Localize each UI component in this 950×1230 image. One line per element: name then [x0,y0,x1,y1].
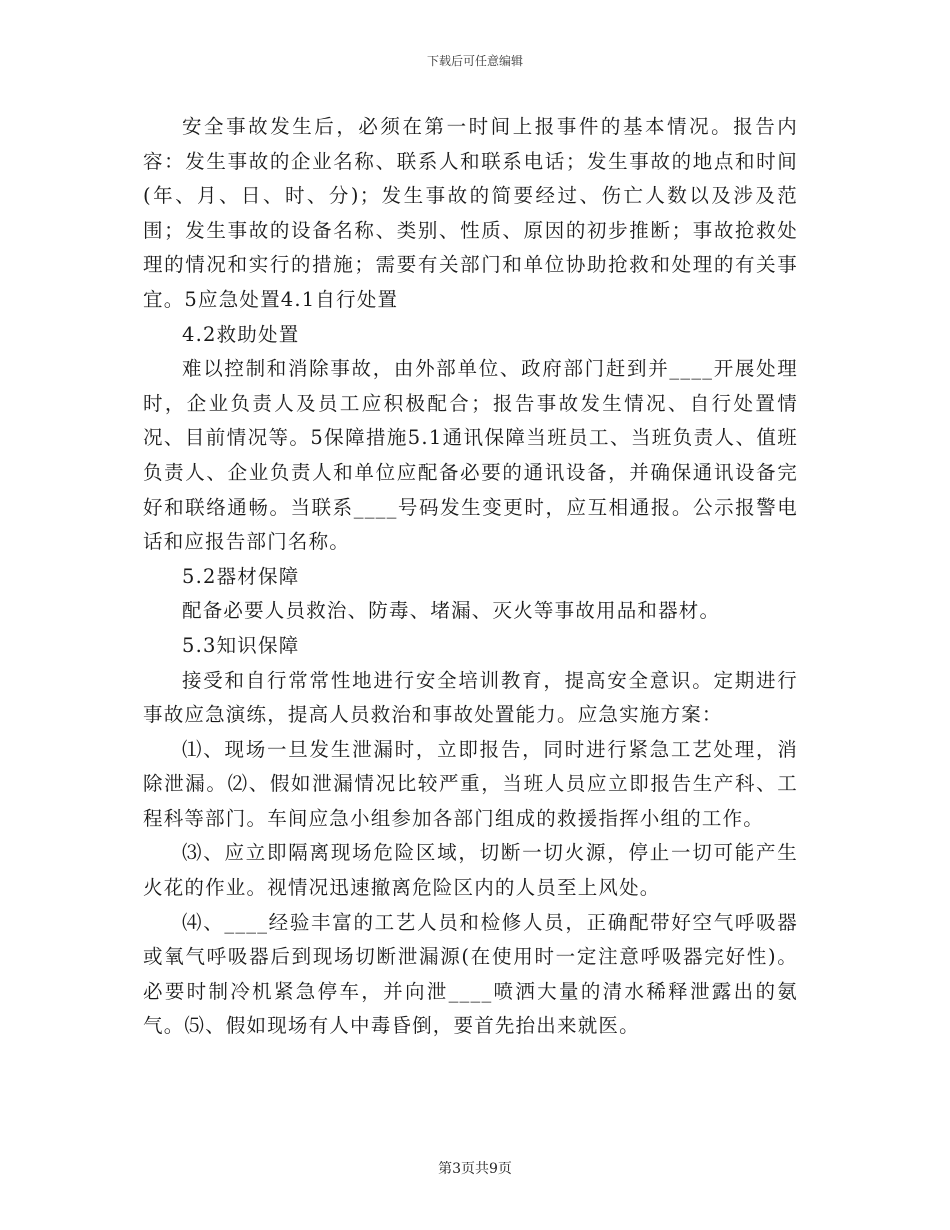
paragraph-step-1-2: ⑴、现场一旦发生泄漏时，立即报告，同时进行紧急工艺处理，消除泄漏。⑵、假如泄漏情况比较严重，当班人员应立即报告生产科、工程科等部门。车间应急小组参加各部门组成的救援指挥小组的工作。 [143,737,798,830]
section-heading-4-2: 4.2救助处置 [182,322,300,346]
paragraph-rescue-handling: 难以控制和消除事故，由外部单位、政府部门赶到并____开展处理时，企业负责人及员工应积极配合；报告事故发生情况、自行处置情况、目前情况等。5保障措施5.1通讯保障当班员工、当班负责人、值班负责人、企业负责人和单位应配备必要的通讯设备，并确保通讯设备完好和联络通畅。当联系____号码发生变更时，应互相通报。公示报警电话和应报告部门名称。 [143,357,798,554]
paragraph-step-4-5: ⑷、____经验丰富的工艺人员和检修人员，正确配带好空气呼吸器或氧气呼吸器后到现场切断泄漏源(在使用时一定注意呼吸器完好性)。必要时制冷机紧急停车，并向泄____喷洒大量的清水稀释泄露出的氨气。⑸、假如现场有人中毒昏倒，要首先抬出来就医。 [143,910,798,1038]
document-body [143,110,798,1044]
paragraph-equipment: 配备必要人员救治、防毒、堵漏、灭火等事故用品和器材。 [182,599,721,623]
paragraph-step-3: ⑶、应立即隔离现场危险区域，切断一切火源，停止一切可能产生火花的作业。视情况迅速撤离危险区内的人员至上风处。 [143,841,798,900]
paragraph-training: 接受和自行常常性地进行安全培训教育，提高安全意识。定期进行事故应急演练，提高人员救治和事故处置能力。应急实施方案： [143,668,798,727]
page-header: 下载后可任意编辑 [426,54,523,68]
section-heading-5-3: 5.3知识保障 [182,633,300,657]
section-heading-5-2: 5.2器材保障 [182,564,300,588]
paragraph-accident-report: 安全事故发生后，必须在第一时间上报事件的基本情况。报告内容：发生事故的企业名称、联系人和联系电话；发生事故的地点和时间(年、月、日、时、分)；发生事故的简要经过、伤亡人数以及涉及范围；发生事故的设备名称、类别、性质、原因的初步推断；事故抢救处理的情况和实行的措施；需要有关部门和单位协助抢救和处理的有关事宜。5应急处置4.1自行处置 [143,115,798,311]
page-footer: 第3页共9页 [438,1161,512,1177]
